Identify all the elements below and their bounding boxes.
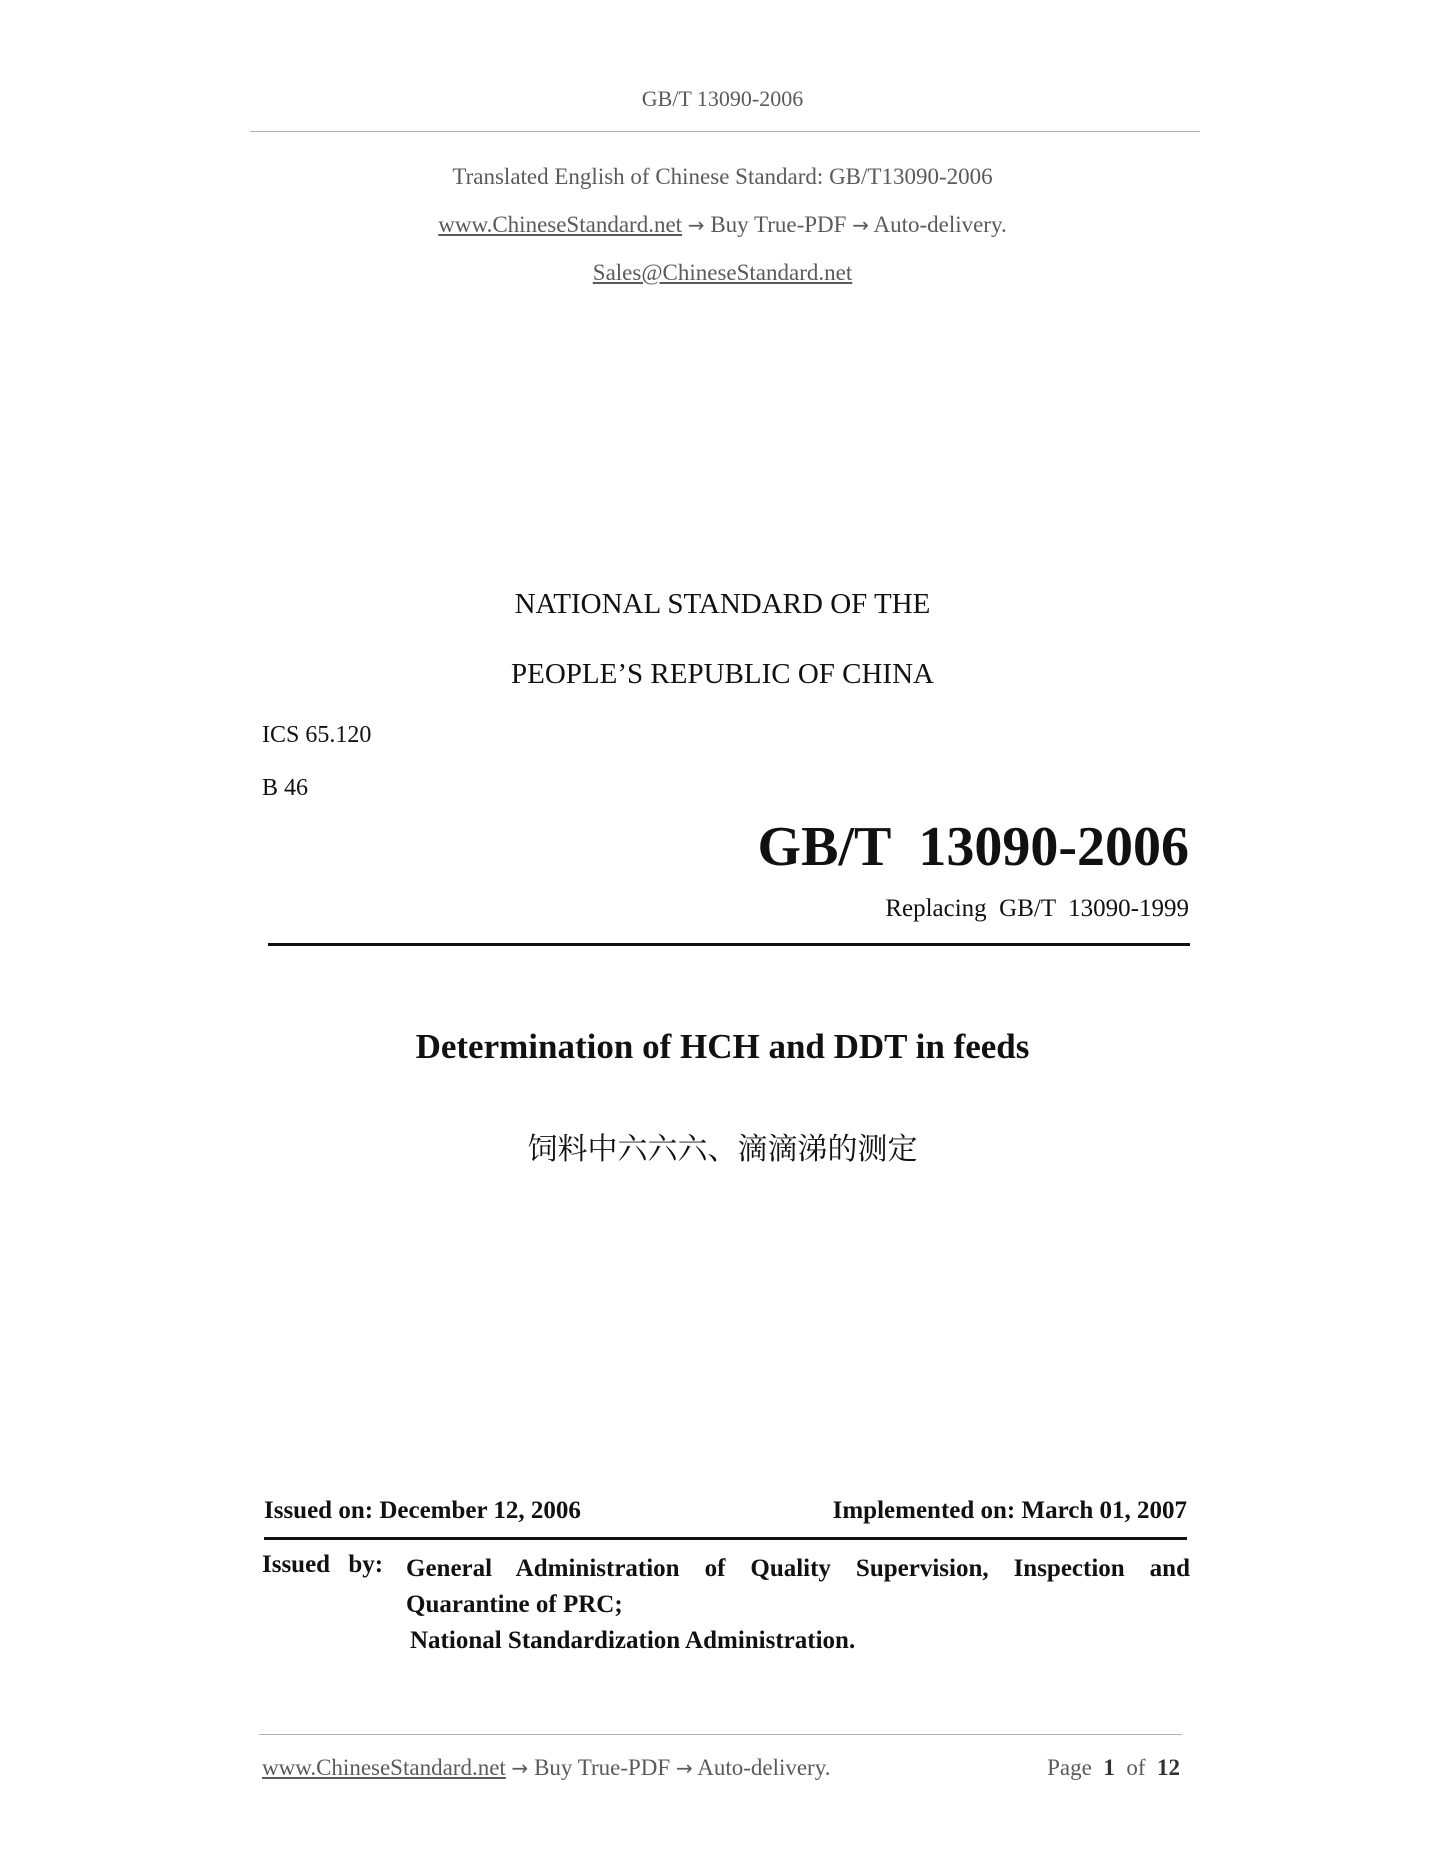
document-title-english: Determination of HCH and DDT in feeds <box>415 1027 1030 1066</box>
ccs-code: B 46 <box>262 775 309 801</box>
footer-divider <box>259 1734 1182 1735</box>
arrow-right-icon: → <box>675 1756 693 1780</box>
purchase-notice <box>0 212 1445 238</box>
footer-buy-pdf-text: Buy True-PDF <box>534 1755 671 1780</box>
page-label: Page <box>1047 1755 1092 1780</box>
document-title-chinese: 饲料中六六六、滴滴涕的测定 <box>527 1132 918 1167</box>
arrow-right-icon: → <box>852 213 869 237</box>
auto-delivery-text: Auto-delivery. <box>873 212 1007 237</box>
page-of: of <box>1126 1755 1146 1780</box>
ics-code: ICS 65.120 <box>262 722 372 748</box>
issued-by-label: Issued by: <box>262 1551 384 1578</box>
sales-contact <box>0 260 1445 286</box>
title-divider <box>268 943 1190 946</box>
replacing-standard: Replacing GB/T 13090-1999 <box>885 895 1189 922</box>
arrow-right-icon: → <box>511 1756 529 1780</box>
country-heading: PEOPLE’S REPUBLIC OF CHINA <box>511 658 934 690</box>
buy-pdf-text: Buy True-PDF <box>710 212 847 237</box>
translation-notice: Translated English of Chinese Standard: GB/T13090-2006 <box>452 164 993 189</box>
issuer-primary: General Administration of Quality Supervision, Inspection and Quarantine of PRC; <box>406 1555 1190 1618</box>
footer-auto-delivery-text: Auto-delivery. <box>697 1755 831 1780</box>
issued-on-date: Issued on: December 12, 2006 <box>264 1497 581 1524</box>
sales-email-link[interactable]: Sales@ChineseStandard.net <box>592 260 853 285</box>
arrow-right-icon: → <box>687 213 705 237</box>
national-standard-heading: NATIONAL STANDARD OF THE <box>514 588 931 620</box>
header-divider <box>250 131 1200 132</box>
page-indicator <box>1047 1755 1180 1781</box>
running-header: GB/T 13090-2006 <box>641 86 804 111</box>
footer-purchase-notice <box>262 1755 830 1781</box>
issue-divider <box>264 1537 1187 1540</box>
footer-site-link[interactable]: www.ChineseStandard.net <box>262 1755 506 1780</box>
page-total: 12 <box>1157 1755 1180 1780</box>
issuer-secondary: National Standardization Administration. <box>410 1627 856 1654</box>
page-current: 1 <box>1103 1755 1115 1780</box>
standard-number: GB/T 13090-2006 <box>757 816 1189 878</box>
implemented-on-date: Implemented on: March 01, 2007 <box>832 1497 1187 1524</box>
site-link[interactable]: www.ChineseStandard.net <box>438 212 683 237</box>
